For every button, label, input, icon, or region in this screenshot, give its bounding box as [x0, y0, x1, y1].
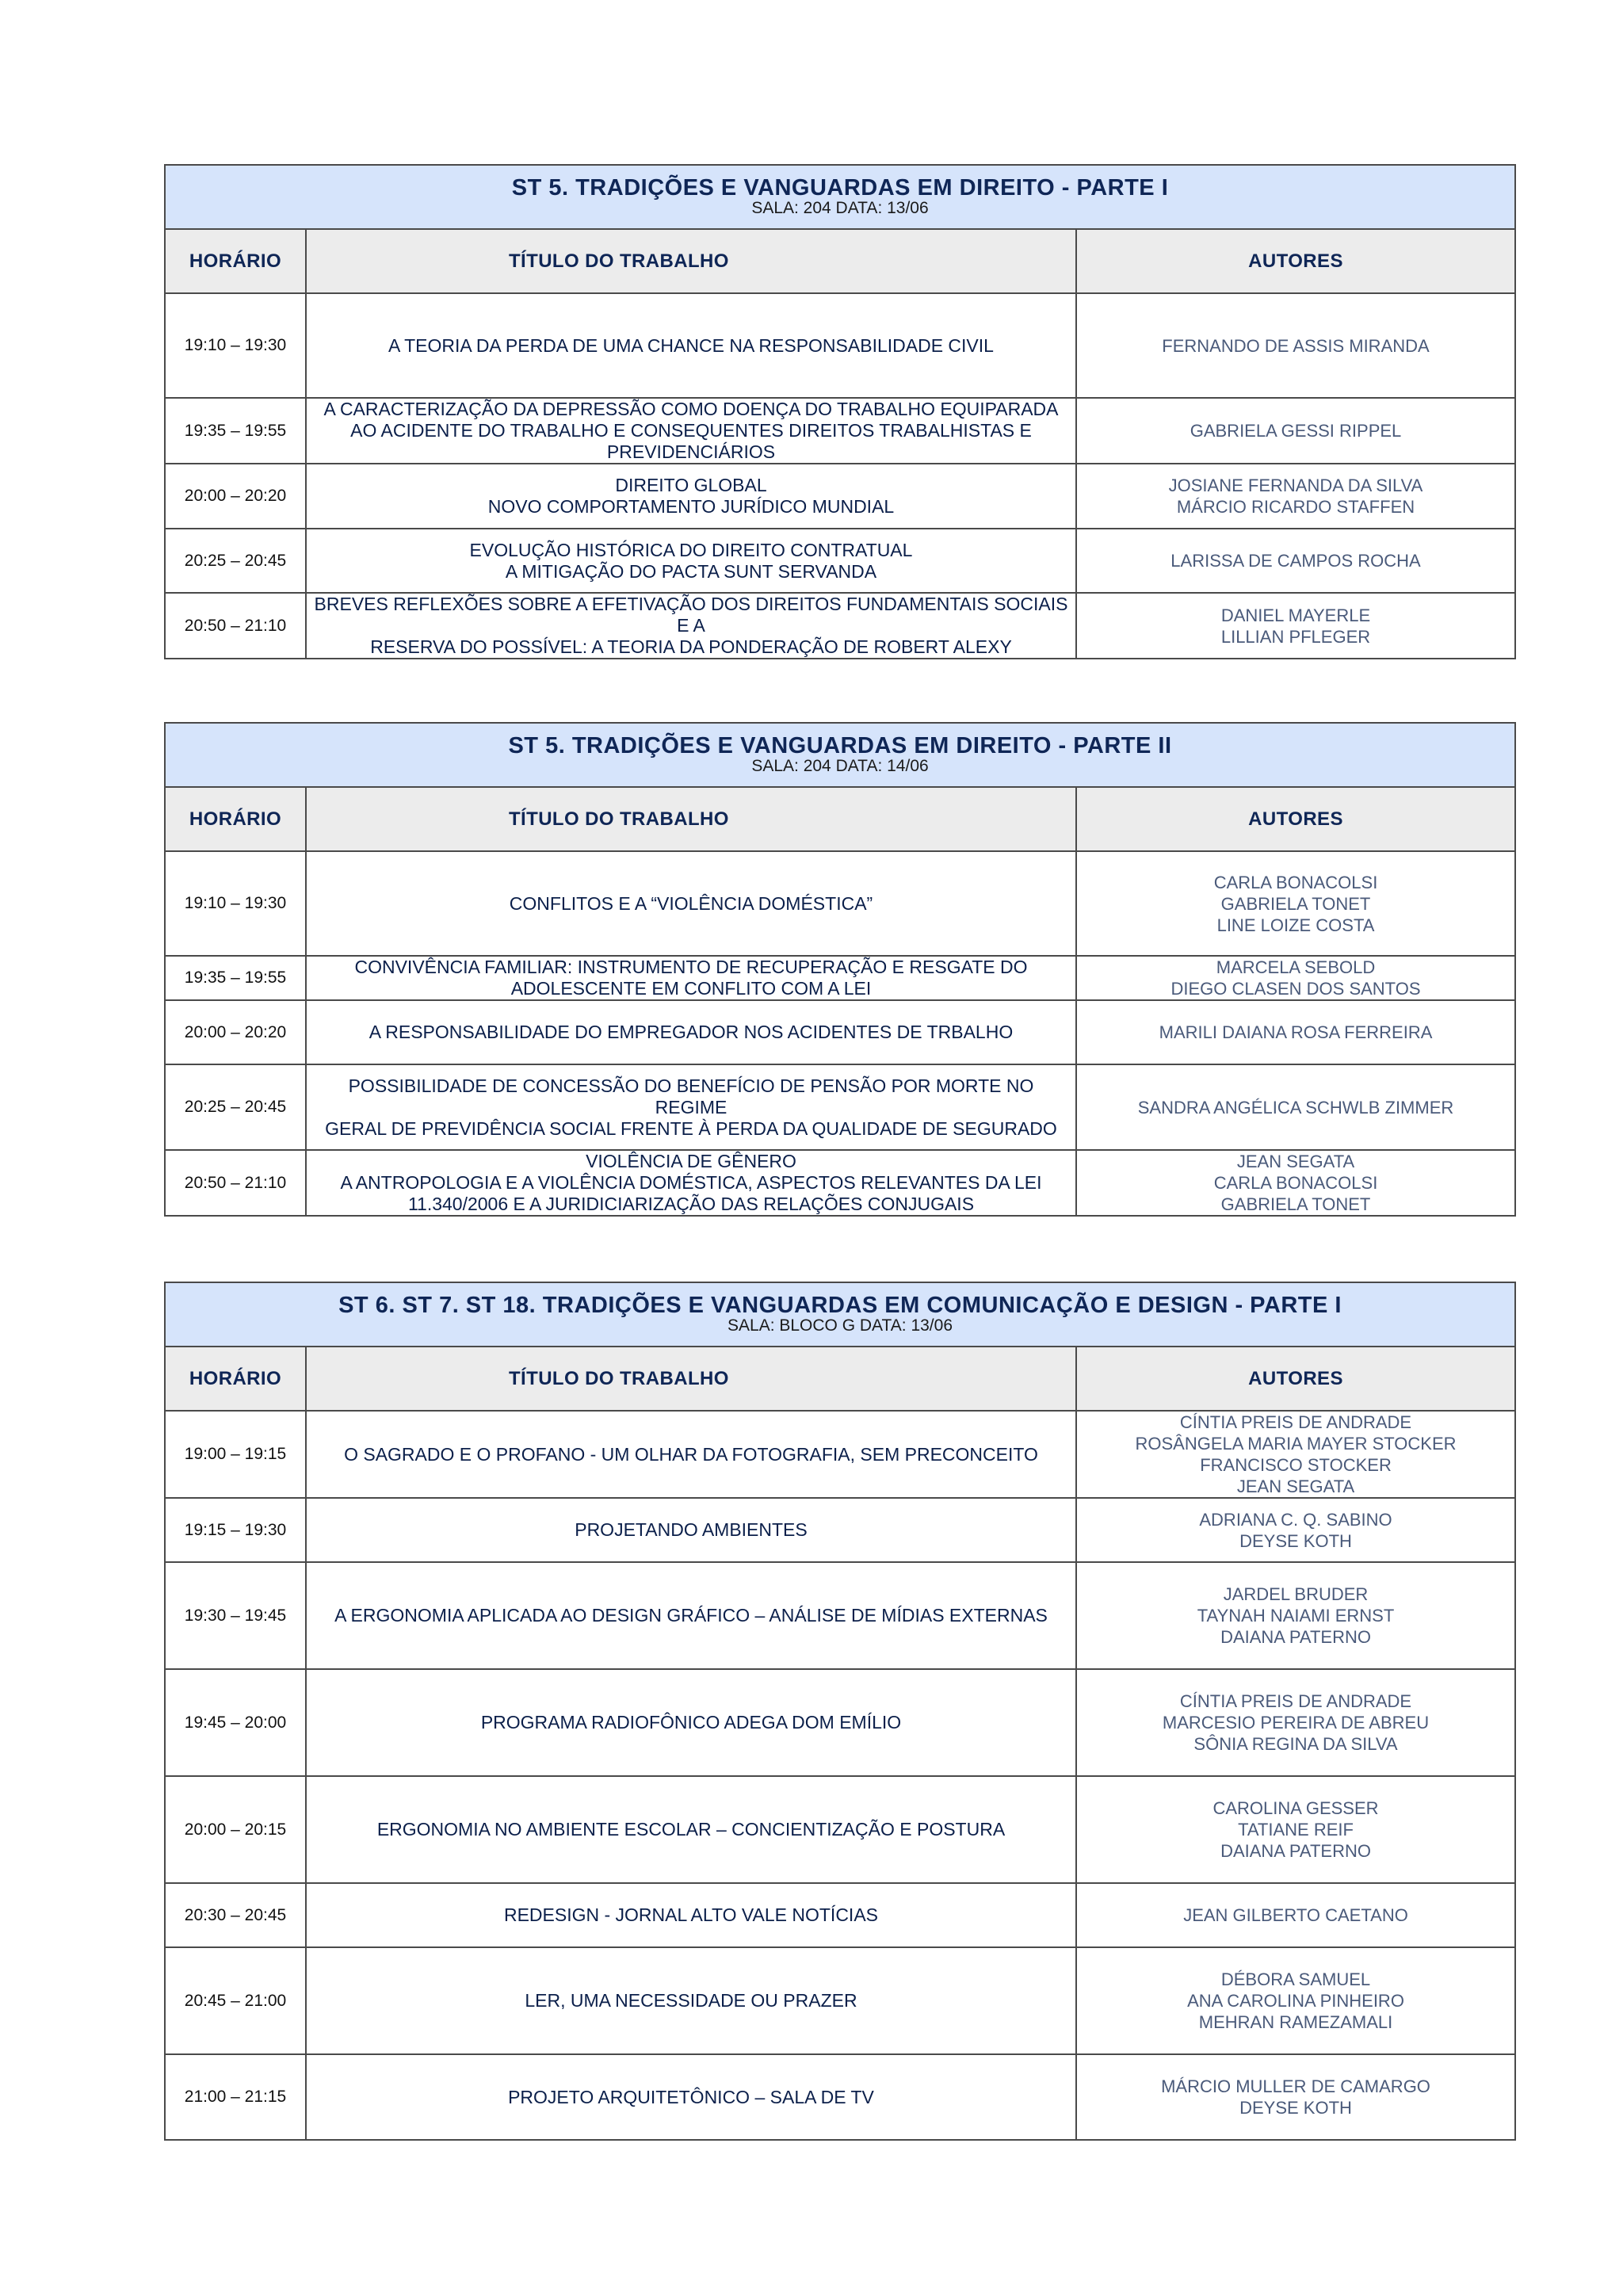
author-line: CAROLINA GESSER: [1212, 1798, 1379, 1818]
row-work: [306, 293, 1076, 398]
row-work: [306, 1150, 1076, 1216]
author-line: DANIEL MAYERLE: [1220, 605, 1371, 625]
row-authors: [1076, 293, 1515, 398]
author-line: FERNANDO DE ASSIS MIRANDA: [1162, 335, 1430, 356]
row-work: [306, 851, 1076, 956]
author-line: DEYSE KOTH: [1239, 2098, 1352, 2118]
row-time: 20:30 – 20:45: [165, 1883, 306, 1947]
work-line: O SAGRADO E O PROFANO - UM OLHAR DA FOTOGRAFIA, SEM PRECONCEITO: [344, 1443, 1038, 1465]
row-authors: [1076, 1000, 1515, 1064]
header-time: HORÁRIO: [165, 787, 306, 851]
row-time: 19:10 – 19:30: [165, 293, 306, 398]
author-line: CARLA BONACOLSI: [1213, 1173, 1378, 1193]
row-time: 20:00 – 20:20: [165, 1000, 306, 1064]
table-row: [165, 1669, 1515, 1776]
table-row: [165, 1064, 1515, 1150]
session-title: ST 5. TRADIÇÕES E VANGUARDAS EM DIREITO - PARTE II: [508, 732, 1172, 758]
work-line: PROJETO ARQUITETÔNICO – SALA DE TV: [508, 2086, 874, 2107]
work-line: POSSIBILIDADE DE CONCESSÃO DO BENEFÍCIO DE PENSÃO POR MORTE NO REGIME: [348, 1075, 1034, 1117]
table-row: [165, 851, 1515, 956]
row-time: 20:25 – 20:45: [165, 1064, 306, 1150]
author-line: ROSÂNGELA MARIA MAYER STOCKER: [1135, 1434, 1457, 1454]
author-line: SÔNIA REGINA DA SILVA: [1193, 1734, 1398, 1754]
row-authors: [1076, 1150, 1515, 1216]
row-work: [306, 1776, 1076, 1883]
table-row: [165, 1947, 1515, 2054]
row-work: [306, 1000, 1076, 1064]
work-line: GERAL DE PREVIDÊNCIA SOCIAL FRENTE À PERDA DA QUALIDADE DE SEGURADO: [325, 1117, 1057, 1139]
row-time: 19:45 – 20:00: [165, 1669, 306, 1776]
row-authors: [1076, 1064, 1515, 1150]
header-row: [165, 1347, 1515, 1411]
work-line: PROJETANDO AMBIENTES: [575, 1519, 808, 1540]
header-row: [165, 229, 1515, 293]
row-time: 20:50 – 21:10: [165, 593, 306, 659]
author-line: LILLIAN PFLEGER: [1220, 626, 1371, 647]
table-row: [165, 593, 1515, 659]
row-work: [306, 1669, 1076, 1776]
work-line: ERGONOMIA NO AMBIENTE ESCOLAR – CONCIENTIZAÇÃO E POSTURA: [376, 1819, 1006, 1839]
author-line: TATIANE REIF: [1238, 1820, 1354, 1839]
work-line: PREVIDENCIÁRIOS: [606, 441, 776, 462]
author-line: MARCESIO PEREIRA DE ABREU: [1162, 1713, 1430, 1733]
row-authors: [1076, 1947, 1515, 2054]
row-work: [306, 464, 1076, 529]
row-authors: [1076, 1883, 1515, 1947]
table-row: [165, 956, 1515, 1000]
row-work: [306, 1064, 1076, 1150]
session-subtitle: SALA: 204 DATA: 14/06: [751, 756, 929, 775]
row-authors: [1076, 956, 1515, 1000]
author-line: CÍNTIA PREIS DE ANDRADE: [1179, 1412, 1412, 1432]
author-line: SANDRA ANGÉLICA SCHWLB ZIMMER: [1137, 1097, 1454, 1117]
session-title-cell: [165, 723, 1515, 787]
author-line: JEAN SEGATA: [1236, 1152, 1355, 1171]
table-row: [165, 398, 1515, 464]
header-authors: AUTORES: [1076, 1347, 1515, 1411]
row-work: [306, 593, 1076, 659]
row-time: 19:10 – 19:30: [165, 851, 306, 956]
row-time: 19:00 – 19:15: [165, 1411, 306, 1498]
row-authors: [1076, 398, 1515, 464]
author-line: JARDEL BRUDER: [1223, 1584, 1369, 1604]
row-time: 20:00 – 20:15: [165, 1776, 306, 1883]
author-line: ANA CAROLINA PINHEIRO: [1187, 1991, 1404, 2011]
author-line: MÁRCIO MULLER DE CAMARGO: [1161, 2076, 1430, 2096]
work-line: LER, UMA NECESSIDADE OU PRAZER: [525, 1990, 857, 2011]
author-line: GABRIELA TONET: [1220, 1194, 1371, 1214]
session-title: ST 5. TRADIÇÕES E VANGUARDAS EM DIREITO - PARTE I: [511, 174, 1169, 201]
row-time: 19:30 – 19:45: [165, 1562, 306, 1669]
header-title: TÍTULO DO TRABALHO: [306, 229, 1076, 293]
row-work: [306, 956, 1076, 1000]
session-title-cell: [165, 1282, 1515, 1347]
work-line: RESERVA DO POSSÍVEL: A TEORIA DA PONDERAÇÃO DE ROBERT ALEXY: [370, 636, 1012, 657]
table-row: [165, 464, 1515, 529]
author-line: LINE LOIZE COSTA: [1216, 915, 1375, 935]
table-row: [165, 1776, 1515, 1883]
row-work: [306, 1411, 1076, 1498]
author-line: MARILI DAIANA ROSA FERREIRA: [1159, 1022, 1433, 1042]
author-line: JEAN SEGATA: [1236, 1477, 1355, 1496]
work-line: BREVES REFLEXÕES SOBRE A EFETIVAÇÃO DOS DIREITOS FUNDAMENTAIS SOCIAIS E A: [314, 594, 1068, 636]
row-time: 21:00 – 21:15: [165, 2054, 306, 2140]
session-table: [164, 164, 1516, 659]
author-line: TAYNAH NAIAMI ERNST: [1197, 1606, 1395, 1626]
row-authors: [1076, 464, 1515, 529]
author-line: DIEGO CLASEN DOS SANTOS: [1170, 979, 1421, 999]
row-time: 20:45 – 21:00: [165, 1947, 306, 2054]
row-time: 19:35 – 19:55: [165, 956, 306, 1000]
author-line: DEYSE KOTH: [1239, 1530, 1352, 1551]
author-line: FRANCISCO STOCKER: [1200, 1455, 1392, 1475]
session-subtitle: SALA: 204 DATA: 13/06: [751, 198, 929, 217]
author-line: CÍNTIA PREIS DE ANDRADE: [1179, 1691, 1412, 1711]
work-line: A CARACTERIZAÇÃO DA DEPRESSÃO COMO DOENÇA DO TRABALHO EQUIPARADA: [323, 399, 1059, 419]
header-time: HORÁRIO: [165, 229, 306, 293]
work-line: ADOLESCENTE EM CONFLITO COM A LEI: [510, 978, 872, 999]
author-line: ADRIANA C. Q. SABINO: [1199, 1509, 1392, 1530]
session-table: [164, 722, 1516, 1217]
work-line: REDESIGN - JORNAL ALTO VALE NOTÍCIAS: [503, 1904, 879, 1925]
author-line: JEAN GILBERTO CAETANO: [1183, 1905, 1408, 1925]
session-table: [164, 1282, 1516, 2141]
work-line: A RESPONSABILIDADE DO EMPREGADOR NOS ACIDENTES DE TRBALHO: [369, 1022, 1014, 1042]
header-time: HORÁRIO: [165, 1347, 306, 1411]
row-work: [306, 1947, 1076, 2054]
author-line: GABRIELA GESSI RIPPEL: [1190, 421, 1402, 441]
work-line: CONVIVÊNCIA FAMILIAR: INSTRUMENTO DE RECUPERAÇÃO E RESGATE DO: [354, 957, 1028, 977]
header-title: TÍTULO DO TRABALHO: [306, 787, 1076, 851]
row-authors: [1076, 2054, 1515, 2140]
session-title-cell: [165, 165, 1515, 229]
work-line: A ERGONOMIA APLICADA AO DESIGN GRÁFICO – ANÁLISE DE MÍDIAS EXTERNAS: [334, 1605, 1048, 1626]
table-row: [165, 1150, 1515, 1216]
table-row: [165, 1562, 1515, 1669]
work-line: CONFLITOS E A “VIOLÊNCIA DOMÉSTICA”: [509, 892, 873, 914]
author-line: DÉBORA SAMUEL: [1220, 1969, 1371, 1989]
author-line: MEHRAN RAMEZAMALI: [1198, 2012, 1393, 2032]
table-row: [165, 293, 1515, 398]
author-line: DAIANA PATERNO: [1220, 1841, 1371, 1861]
author-line: GABRIELA TONET: [1220, 893, 1371, 914]
work-line: PROGRAMA RADIOFÔNICO ADEGA DOM EMÍLIO: [480, 1712, 902, 1733]
header-row: [165, 787, 1515, 851]
row-authors: [1076, 529, 1515, 593]
row-time: 19:15 – 19:30: [165, 1498, 306, 1562]
row-time: 20:50 – 21:10: [165, 1150, 306, 1216]
session-subtitle: SALA: BLOCO G DATA: 13/06: [727, 1316, 953, 1335]
work-line: DIREITO GLOBAL: [615, 475, 767, 495]
header-title: TÍTULO DO TRABALHO: [306, 1347, 1076, 1411]
row-authors: [1076, 1776, 1515, 1883]
table-row: [165, 1000, 1515, 1064]
table-row: [165, 1411, 1515, 1498]
table-row: [165, 2054, 1515, 2140]
author-line: MARCELA SEBOLD: [1216, 957, 1376, 977]
work-line: AO ACIDENTE DO TRABALHO E CONSEQUENTES DIREITOS TRABALHISTAS E: [350, 420, 1032, 441]
row-authors: [1076, 1411, 1515, 1498]
row-work: [306, 529, 1076, 593]
work-line: A ANTROPOLOGIA E A VIOLÊNCIA DOMÉSTICA, ASPECTOS RELEVANTES DA LEI: [340, 1172, 1042, 1193]
author-line: DAIANA PATERNO: [1220, 1627, 1371, 1647]
table-row: [165, 529, 1515, 593]
work-line: VIOLÊNCIA DE GÊNERO: [586, 1151, 796, 1171]
row-work: [306, 2054, 1076, 2140]
author-line: MÁRCIO RICARDO STAFFEN: [1176, 497, 1415, 517]
author-line: JOSIANE FERNANDA DA SILVA: [1168, 476, 1423, 495]
row-time: 20:25 – 20:45: [165, 529, 306, 593]
author-line: CARLA BONACOLSI: [1213, 872, 1378, 892]
row-work: [306, 398, 1076, 464]
row-work: [306, 1498, 1076, 1562]
row-time: 19:35 – 19:55: [165, 398, 306, 464]
row-authors: [1076, 593, 1515, 659]
row-work: [306, 1883, 1076, 1947]
work-line: EVOLUÇÃO HISTÓRICA DO DIREITO CONTRATUAL: [469, 539, 913, 560]
work-line: A MITIGAÇÃO DO PACTA SUNT SERVANDA: [505, 560, 877, 582]
work-line: 11.340/2006 E A JURIDICIARIZAÇÃO DAS RELAÇÕES CONJUGAIS: [407, 1194, 975, 1214]
row-authors: [1076, 851, 1515, 956]
row-authors: [1076, 1669, 1515, 1776]
work-line: NOVO COMPORTAMENTO JURÍDICO MUNDIAL: [487, 496, 895, 517]
work-line: A TEORIA DA PERDA DE UMA CHANCE NA RESPONSABILIDADE CIVIL: [388, 334, 994, 356]
header-authors: AUTORES: [1076, 229, 1515, 293]
header-authors: AUTORES: [1076, 787, 1515, 851]
row-authors: [1076, 1498, 1515, 1562]
table-row: [165, 1498, 1515, 1562]
row-authors: [1076, 1562, 1515, 1669]
row-time: 20:00 – 20:20: [165, 464, 306, 529]
session-title: ST 6. ST 7. ST 18. TRADIÇÕES E VANGUARDAS EM COMUNICAÇÃO E DESIGN - PARTE I: [338, 1292, 1342, 1318]
author-line: LARISSA DE CAMPOS ROCHA: [1170, 551, 1421, 571]
row-work: [306, 1562, 1076, 1669]
table-row: [165, 1883, 1515, 1947]
